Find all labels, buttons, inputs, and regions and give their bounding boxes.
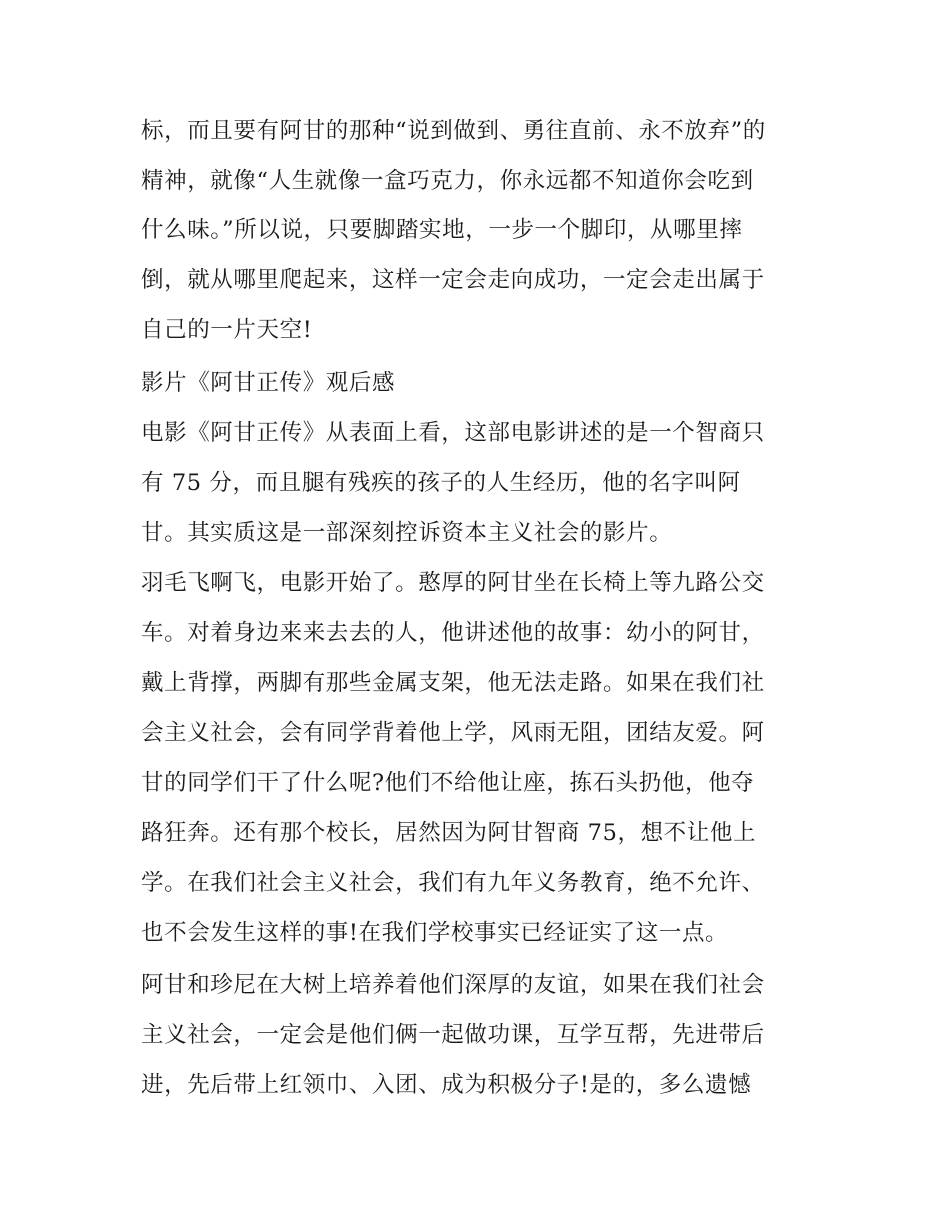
text-line: 精神，就像“人生就像一盒巧克力，你永远都不知道你会吃到 [141,168,754,194]
text-line: 路狂奔。还有那个校长，居然因为阿甘智商 75，想不让他上 [141,820,757,846]
text-line: 电影《阿甘正传》从表面上看，这部电影讲述的是一个智商只 [141,420,765,446]
text-line: 会主义社会，会有同学背着他上学，风雨无阻，团结友爱。阿 [141,720,765,746]
text-line: 主义社会，一定会是他们俩一起做功课，互学互帮，先进带后 [141,1022,765,1048]
text-line: 也不会发生这样的事!在我们学校事实已经证实了这一点。 [141,920,729,946]
text-line: 自己的一片天空! [141,317,313,343]
text-line: 戴上背撑，两脚有那些金属支架，他无法走路。如果在我们社 [141,670,765,696]
text-line: 学。在我们社会主义社会，我们有九年义务教育，绝不允许、 [141,870,765,896]
text-line: 什么味。”所以说，只要脚踏实地，一步一个脚印，从哪里摔 [141,217,743,243]
text-line: 甘。其实质这是一部深刻控诉资本主义社会的影片。 [141,520,673,546]
text-line: 阿甘和珍尼在大树上培养着他们深厚的友谊，如果在我们社会 [141,972,765,998]
text-line: 车。对着身边来来去去的人，他讲述他的故事：幼小的阿甘， [141,620,765,646]
section-heading: 影片《阿甘正传》观后感 [141,370,396,396]
text-line: 标，而且要有阿甘的那种“说到做到、勇往直前、永不放弃”的 [141,118,766,144]
text-line: 进，先后带上红领巾、入团、成为积极分子!是的，多么遗憾 [141,1072,752,1098]
text-line: 甘的同学们干了什么呢?他们不给他让座，拣石头扔他，他夺 [141,770,755,796]
text-line: 羽毛飞啊飞，电影开始了。憨厚的阿甘坐在长椅上等九路公交 [141,570,765,596]
text-line: 有 75 分，而且腿有残疾的孩子的人生经历，他的名字叫阿 [141,470,741,496]
text-line: 倒，就从哪里爬起来，这样一定会走向成功，一定会走出属于 [141,267,765,293]
